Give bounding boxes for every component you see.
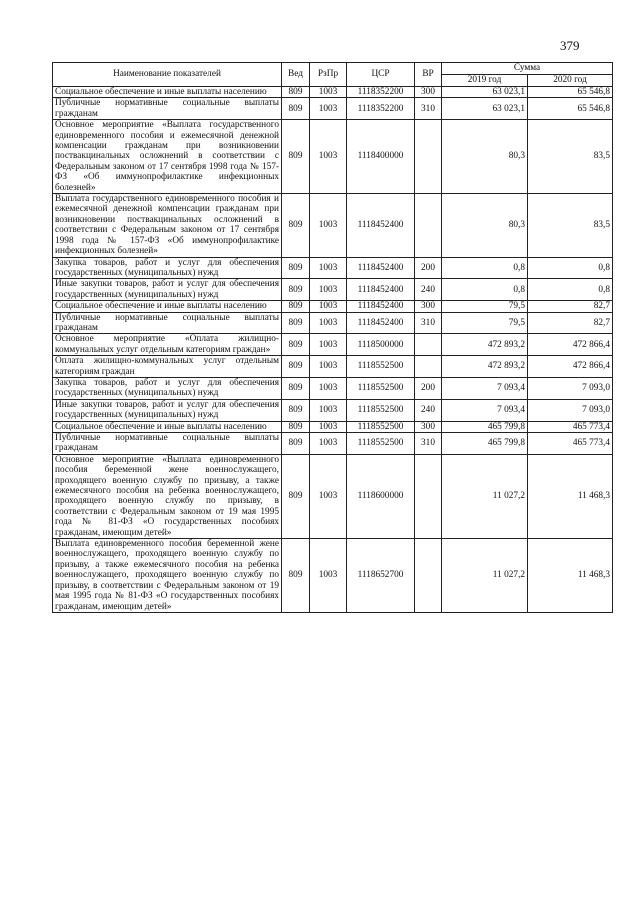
row-csr: 1118452400 [347, 194, 415, 257]
row-ved: 809 [282, 279, 310, 301]
row-ved: 809 [282, 301, 310, 312]
page-number: 379 [560, 38, 580, 53]
row-name: Иные закупки товаров, работ и услуг для обеспечения государственных (муниципальных) нужд [53, 399, 282, 421]
table-row [53, 98, 613, 120]
table-row [53, 399, 613, 421]
row-amount-2019: 63 023,1 [442, 87, 528, 98]
row-amount-2019: 80,3 [442, 194, 528, 257]
row-rzpr: 1003 [310, 194, 347, 257]
row-rzpr: 1003 [310, 433, 347, 455]
header-vr: ВР [415, 63, 442, 87]
row-amount-2019: 7 093,4 [442, 399, 528, 421]
row-csr: 1118452400 [347, 301, 415, 312]
row-csr: 1118400000 [347, 120, 415, 194]
row-rzpr: 1003 [310, 421, 347, 432]
row-vr: 200 [415, 377, 442, 399]
row-rzpr: 1003 [310, 539, 347, 613]
row-rzpr: 1003 [310, 120, 347, 194]
row-ved: 809 [282, 87, 310, 98]
row-vr: 310 [415, 433, 442, 455]
row-amount-2019: 465 799,8 [442, 433, 528, 455]
table-row [53, 257, 613, 279]
row-name: Социальное обеспечение и иные выплаты населению [53, 301, 282, 312]
row-name: Оплата жилищно-коммунальных услуг отдельным категориям граждан [53, 356, 282, 378]
row-amount-2020: 7 093,0 [528, 377, 613, 399]
row-vr: 310 [415, 312, 442, 334]
row-vr [415, 539, 442, 613]
row-vr [415, 120, 442, 194]
row-amount-2020: 0,8 [528, 257, 613, 279]
row-name: Закупка товаров, работ и услуг для обеспечения государственных (муниципальных) нужд [53, 377, 282, 399]
header-sum: Сумма [442, 63, 613, 75]
row-amount-2020: 465 773,4 [528, 433, 613, 455]
table-row [53, 539, 613, 613]
row-rzpr: 1003 [310, 257, 347, 279]
header-csr: ЦСР [347, 63, 415, 87]
row-amount-2020: 7 093,0 [528, 399, 613, 421]
table-row [53, 454, 613, 538]
row-vr [415, 194, 442, 257]
row-name: Публичные нормативные социальные выплаты гражданам [53, 312, 282, 334]
header-name: Наименование показателей [53, 63, 282, 87]
row-csr: 1118552500 [347, 356, 415, 378]
row-name: Выплата единовременного пособия беременной жене военнослужащего, проходящего военную службу по призыву, а также ежемесячного пособия на ребенка военнослужащего, проходящего военную службу по призыву, в соответствии с Федеральным законом от 19 мая 1995 года № 81-ФЗ «О государственных пособиях гражданам, имеющим детей» [53, 539, 282, 613]
budget-table [52, 62, 613, 613]
row-ved: 809 [282, 539, 310, 613]
row-amount-2020: 0,8 [528, 279, 613, 301]
row-amount-2020: 82,7 [528, 301, 613, 312]
row-rzpr: 1003 [310, 377, 347, 399]
table-row [53, 194, 613, 257]
row-amount-2019: 79,5 [442, 312, 528, 334]
row-amount-2019: 465 799,8 [442, 421, 528, 432]
row-ved: 809 [282, 334, 310, 356]
row-name: Публичные нормативные социальные выплаты гражданам [53, 433, 282, 455]
row-csr: 1118352200 [347, 98, 415, 120]
row-vr: 300 [415, 301, 442, 312]
row-name: Публичные нормативные социальные выплаты гражданам [53, 98, 282, 120]
row-vr: 300 [415, 421, 442, 432]
header-2020: 2020 год [528, 75, 613, 87]
row-amount-2019: 79,5 [442, 301, 528, 312]
table-row [53, 120, 613, 194]
row-amount-2019: 0,8 [442, 279, 528, 301]
row-vr [415, 454, 442, 538]
row-name: Иные закупки товаров, работ и услуг для обеспечения государственных (муниципальных) нужд [53, 279, 282, 301]
row-csr: 1118500000 [347, 334, 415, 356]
row-rzpr: 1003 [310, 334, 347, 356]
row-rzpr: 1003 [310, 312, 347, 334]
row-vr: 200 [415, 257, 442, 279]
row-rzpr: 1003 [310, 279, 347, 301]
row-vr [415, 356, 442, 378]
row-rzpr: 1003 [310, 454, 347, 538]
row-amount-2019: 0,8 [442, 257, 528, 279]
row-rzpr: 1003 [310, 98, 347, 120]
row-amount-2020: 11 468,3 [528, 539, 613, 613]
row-amount-2020: 65 546,8 [528, 98, 613, 120]
row-vr: 240 [415, 399, 442, 421]
row-csr: 1118652700 [347, 539, 415, 613]
row-amount-2020: 65 546,8 [528, 87, 613, 98]
row-ved: 809 [282, 120, 310, 194]
row-ved: 809 [282, 98, 310, 120]
row-rzpr: 1003 [310, 399, 347, 421]
row-ved: 809 [282, 194, 310, 257]
row-ved: 809 [282, 421, 310, 432]
row-name: Социальное обеспечение и иные выплаты населению [53, 421, 282, 432]
row-ved: 809 [282, 257, 310, 279]
row-amount-2019: 472 893,2 [442, 356, 528, 378]
table-row [53, 433, 613, 455]
row-amount-2020: 11 468,3 [528, 454, 613, 538]
row-rzpr: 1003 [310, 301, 347, 312]
row-vr: 240 [415, 279, 442, 301]
row-ved: 809 [282, 433, 310, 455]
row-csr: 1118600000 [347, 454, 415, 538]
table-row [53, 87, 613, 98]
row-ved: 809 [282, 454, 310, 538]
row-name: Выплата государственного единовременного пособия и ежемесячной денежной компенсации гражданам при возникновении поствакцинальных осложнений в соответствии с Федеральным законом от 17 сентября 1998 года № 157-ФЗ «Об иммунопрофилактике инфекционных болезней» [53, 194, 282, 257]
row-amount-2020: 83,5 [528, 120, 613, 194]
row-amount-2019: 7 093,4 [442, 377, 528, 399]
row-name: Закупка товаров, работ и услуг для обеспечения государственных (муниципальных) нужд [53, 257, 282, 279]
row-amount-2020: 83,5 [528, 194, 613, 257]
row-csr: 1118452400 [347, 279, 415, 301]
header-rzpr: РзПр [310, 63, 347, 87]
row-amount-2019: 80,3 [442, 120, 528, 194]
row-csr: 1118352200 [347, 87, 415, 98]
row-amount-2019: 472 893,2 [442, 334, 528, 356]
header-ved: Вед [282, 63, 310, 87]
row-rzpr: 1003 [310, 87, 347, 98]
row-rzpr: 1003 [310, 356, 347, 378]
row-amount-2020: 472 866,4 [528, 334, 613, 356]
row-csr: 1118552500 [347, 421, 415, 432]
row-ved: 809 [282, 377, 310, 399]
row-name: Социальное обеспечение и иные выплаты населению [53, 87, 282, 98]
row-amount-2020: 472 866,4 [528, 356, 613, 378]
table-row [53, 377, 613, 399]
row-csr: 1118452400 [347, 312, 415, 334]
row-name: Основное мероприятие «Выплата единовременного пособия беременной жене военнослужащего, проходящего военную службу по призыву, а также ежемесячного пособия на ребенка военнослужащего, проходящего военную службу по призыву, в соответствии с Федеральным законом от 19 мая 1995 года № 81-ФЗ «О государственных пособиях гражданам, имеющим детей» [53, 454, 282, 538]
table-row [53, 279, 613, 301]
row-csr: 1118552500 [347, 433, 415, 455]
row-ved: 809 [282, 399, 310, 421]
row-amount-2019: 63 023,1 [442, 98, 528, 120]
row-name: Основное мероприятие «Оплата жилищно-коммунальных услуг отдельным категориям граждан» [53, 334, 282, 356]
row-amount-2019: 11 027,2 [442, 454, 528, 538]
row-amount-2019: 11 027,2 [442, 539, 528, 613]
row-vr: 310 [415, 98, 442, 120]
row-csr: 1118552500 [347, 377, 415, 399]
header-2019: 2019 год [442, 75, 528, 87]
row-vr [415, 334, 442, 356]
table-row [53, 421, 613, 432]
row-csr: 1118552500 [347, 399, 415, 421]
row-csr: 1118452400 [347, 257, 415, 279]
row-ved: 809 [282, 356, 310, 378]
row-amount-2020: 465 773,4 [528, 421, 613, 432]
row-ved: 809 [282, 312, 310, 334]
row-vr: 300 [415, 87, 442, 98]
table-row [53, 334, 613, 356]
table-row [53, 301, 613, 312]
row-name: Основное мероприятие «Выплата государственного единовременного пособия и ежемесячной денежной компенсации гражданам при возникновении поствакцинальных осложнений в соответствии с Федеральным законом от 17 сентября 1998 года № 157-ФЗ «Об иммунопрофилактике инфекционных болезней» [53, 120, 282, 194]
row-amount-2020: 82,7 [528, 312, 613, 334]
table-row [53, 356, 613, 378]
table-row [53, 312, 613, 334]
